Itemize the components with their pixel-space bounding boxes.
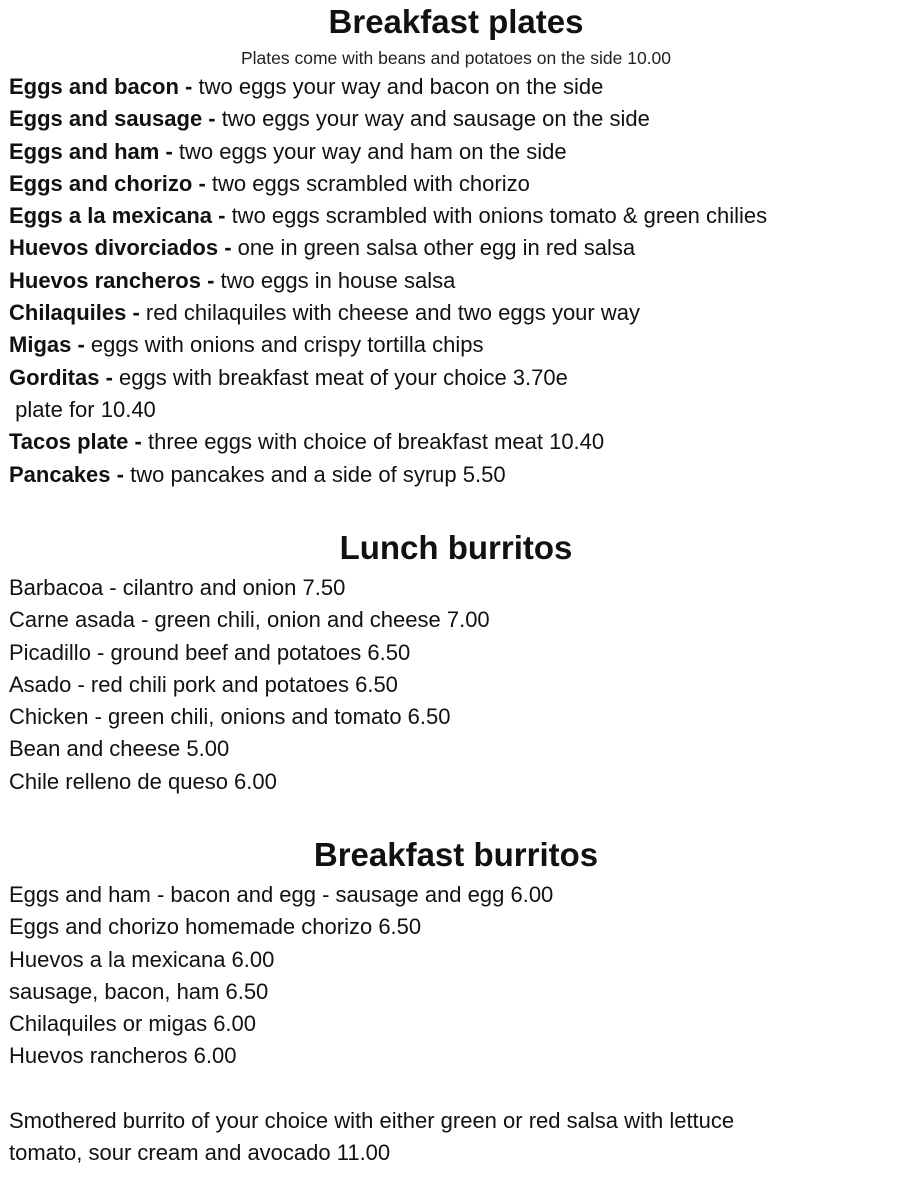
menu-item: Huevos rancheros - two eggs in house salsa	[9, 267, 456, 293]
menu-item: Chilaquiles - red chilaquiles with cheese and two eggs your way	[9, 300, 640, 326]
menu-item-continuation: plate for 10.40	[15, 396, 156, 422]
breakfast-plates-subtitle: Plates come with beans and potatoes on the side 10.00	[240, 48, 671, 68]
list-item: Huevos rancheros 6.00	[9, 1043, 237, 1069]
list-item: Eggs and ham - bacon and egg - sausage and egg 6.00	[9, 882, 554, 907]
menu-item: Eggs and sausage - two eggs your way and sausage on the side	[9, 106, 650, 132]
list-item: Carne asada - green chili, onion and cheese 7.00	[9, 607, 490, 633]
breakfast-plates-title: Breakfast plates	[328, 3, 584, 40]
breakfast-plates-list	[9, 71, 899, 491]
menu-item: Eggs and chorizo - two eggs scrambled with chorizo	[9, 170, 530, 196]
list-item: Chilaquiles or migas 6.00	[9, 1011, 257, 1037]
list-item: Barbacoa - cilantro and onion 7.50	[9, 575, 346, 600]
list-item: Bean and cheese 5.00	[9, 736, 230, 762]
lunch-burritos-title: Lunch burritos	[339, 529, 573, 566]
menu-item: Pancakes - two pancakes and a side of syrup 5.50	[9, 461, 506, 487]
menu-item: Tacos plate - three eggs with choice of breakfast meat 10.40	[9, 429, 605, 455]
list-item: sausage, bacon, ham 6.50	[9, 978, 269, 1004]
note-line: tomato, sour cream and avocado 11.00	[9, 1140, 391, 1166]
menu-item: Huevos divorciados - one in green salsa other egg in red salsa	[9, 235, 636, 261]
note-line: Smothered burrito of your choice with either green or red salsa with lettuce	[9, 1108, 735, 1133]
menu-item: Migas - eggs with onions and crispy tortilla chips	[9, 332, 484, 358]
menu-item: Eggs and bacon - two eggs your way and bacon on the side	[9, 74, 604, 99]
smothered-burrito-note	[9, 1105, 734, 1170]
list-item: Huevos a la mexicana 6.00	[9, 946, 275, 972]
list-item: Chile relleno de queso 6.00	[9, 768, 277, 794]
list-item: Chicken - green chili, onions and tomato 6.50	[9, 704, 451, 730]
list-item: Eggs and chorizo homemade chorizo 6.50	[9, 914, 422, 940]
lunch-burritos-list	[9, 572, 899, 798]
list-item: Picadillo - ground beef and potatoes 6.50	[9, 639, 411, 665]
menu-item: Gorditas - eggs with breakfast meat of your choice 3.70e	[9, 364, 568, 390]
list-item: Asado - red chili pork and potatoes 6.50	[9, 671, 398, 697]
menu-item: Eggs and ham - two eggs your way and ham on the side	[9, 138, 567, 164]
breakfast-burritos-list	[9, 879, 899, 1073]
breakfast-burritos-title: Breakfast burritos	[313, 836, 599, 873]
menu-item: Eggs a la mexicana - two eggs scrambled with onions tomato & green chilies	[9, 203, 768, 229]
